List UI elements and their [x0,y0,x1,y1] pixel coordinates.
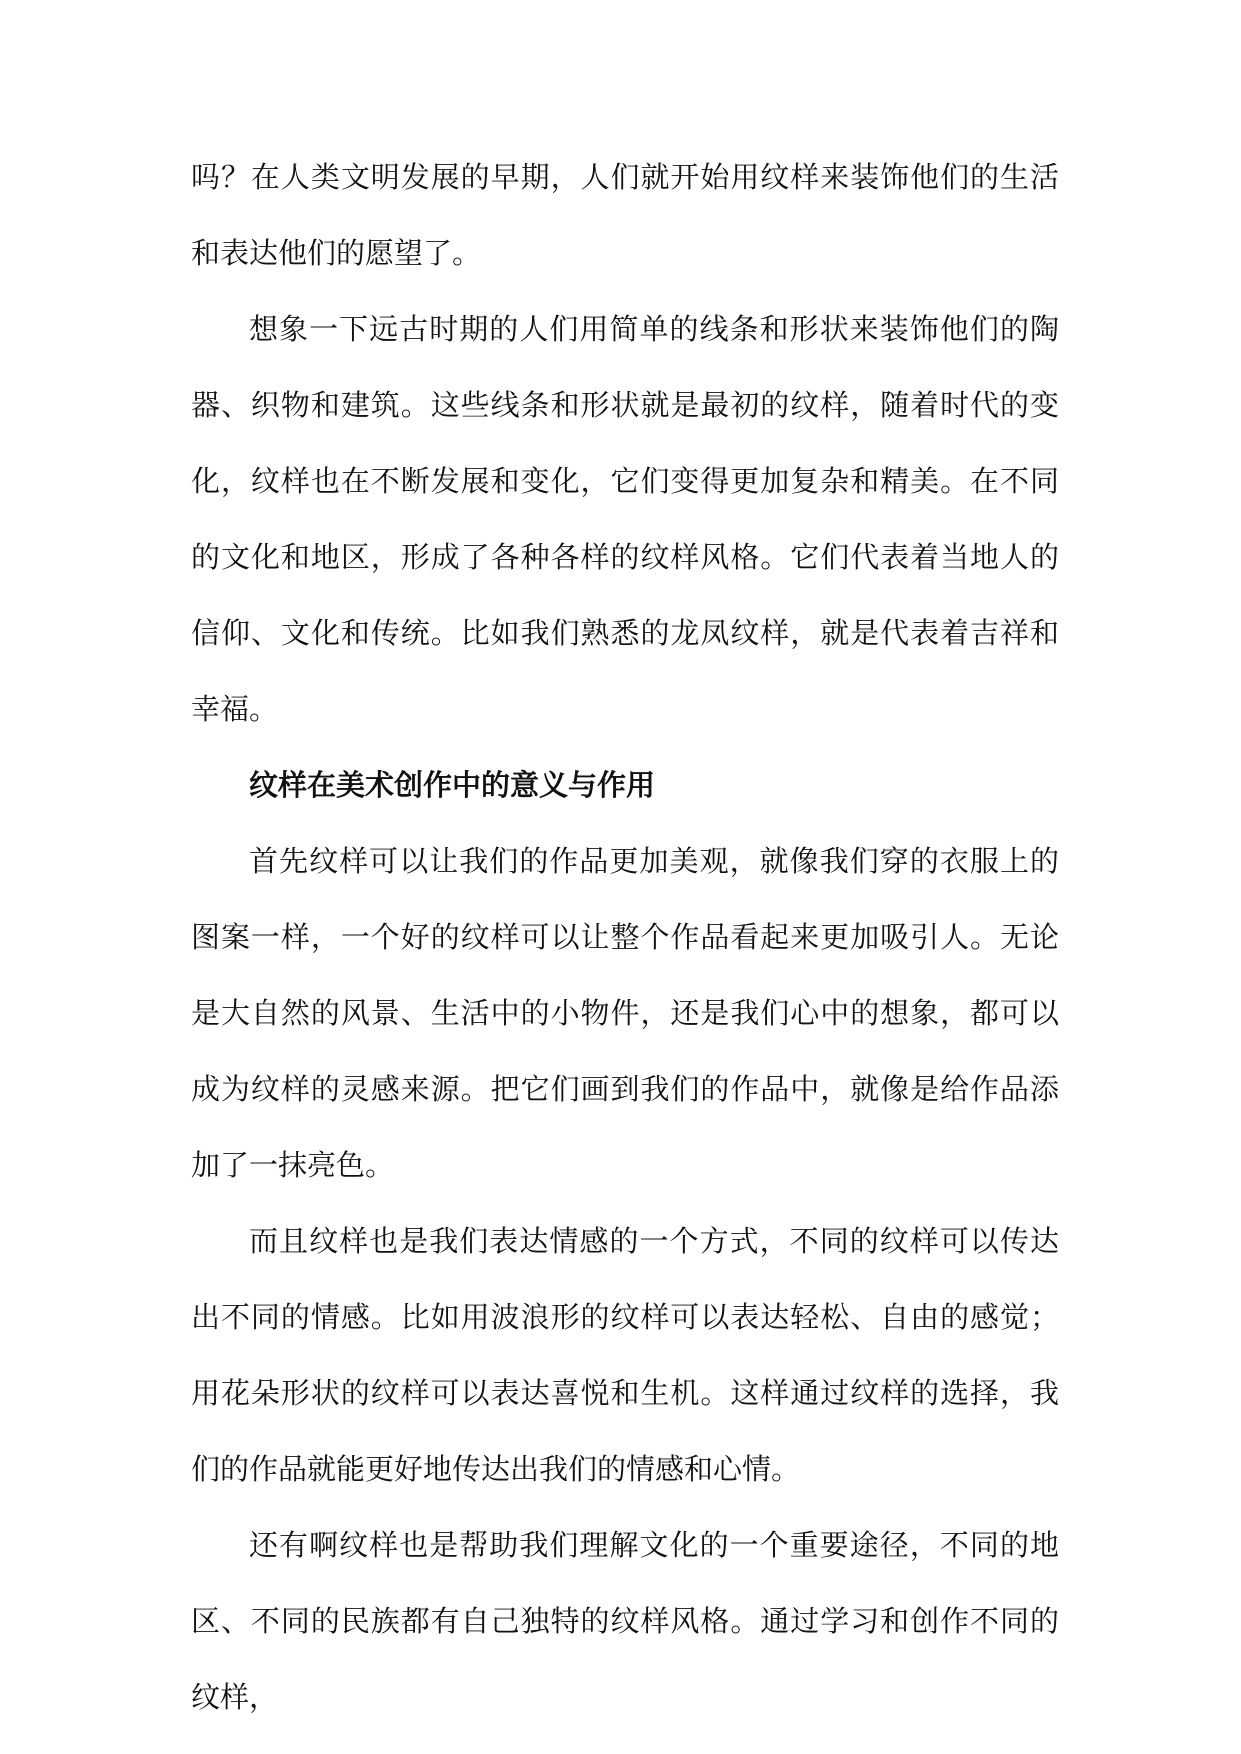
paragraph-origin: 想象一下远古时期的人们用简单的线条和形状来装饰他们的陶器、织物和建筑。这些线条和形状就是最初的纹样，随着时代的变化，纹样也在不断发展和变化，它们变得更加复杂和精美。在不同的文化和地区，形成了各种各样的纹样风格。它们代表着当地人的信仰、文化和传统。比如我们熟悉的龙凤纹样，就是代表着吉祥和幸福。 [191,312,1059,726]
paragraph-continuation: 吗？在人类文明发展的早期，人们就开始用纹样来装饰他们的生活和表达他们的愿望了。 [191,160,1059,270]
document-body [191,139,1059,1735]
paragraph-beauty: 首先纹样可以让我们的作品更加美观，就像我们穿的衣服上的图案一样，一个好的纹样可以让整个作品看起来更加吸引人。无论是大自然的风景、生活中的小物件，还是我们心中的想象，都可以成为纹样的灵感来源。把它们画到我们的作品中，就像是给作品添加了一抹亮色。 [191,844,1059,1182]
paragraph-culture: 还有啊纹样也是帮助我们理解文化的一个重要途径，不同的地区、不同的民族都有自己独特的纹样风格。通过学习和创作不同的纹样， [191,1528,1059,1714]
paragraph-emotion: 而且纹样也是我们表达情感的一个方式，不同的纹样可以传达出不同的情感。比如用波浪形的纹样可以表达轻松、自由的感觉；用花朵形状的纹样可以表达喜悦和生机。这样通过纹样的选择，我们的作品就能更好地传达出我们的情感和心情。 [191,1224,1059,1486]
section-heading: 纹样在美术创作中的意义与作用 [249,768,656,802]
